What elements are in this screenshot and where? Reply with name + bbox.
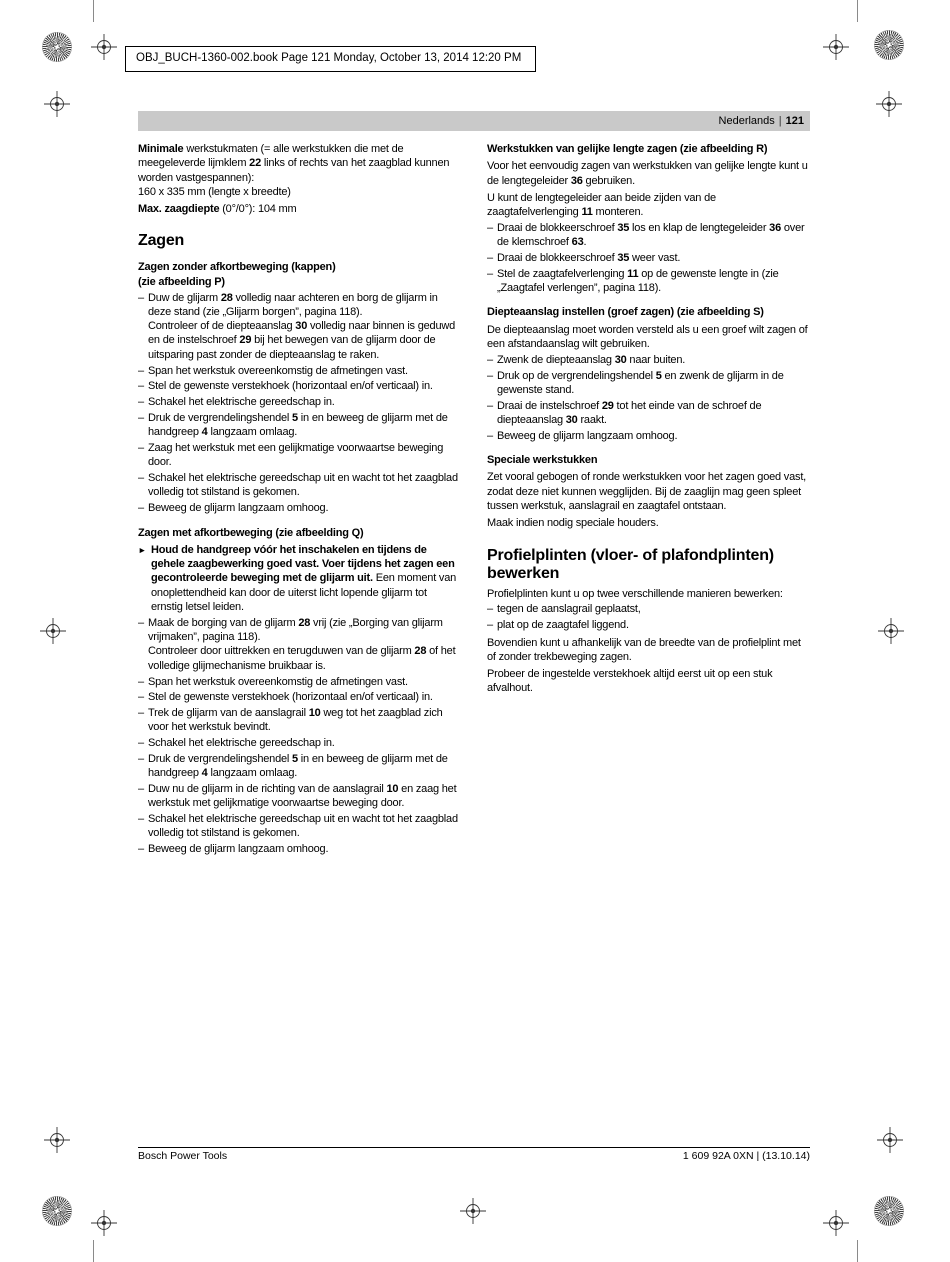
footer-rule <box>138 1147 810 1148</box>
dash-marker: – <box>487 429 493 442</box>
list-item <box>138 411 460 440</box>
registration-mark-icon <box>91 34 117 60</box>
footer-brand: Bosch Power Tools <box>138 1150 228 1162</box>
page-footer <box>138 1150 810 1162</box>
dash-marker: – <box>487 252 493 265</box>
dash-marker: – <box>138 616 144 629</box>
starburst-target-icon <box>875 31 904 60</box>
list-item <box>487 251 810 265</box>
paragraph: Profielplinten kunt u op twee verschillende manieren bewerken: <box>487 587 783 600</box>
list-item-text: Duw nu de glijarm in de richting van de aanslagrail 10 en zaag het werkstuk met gelijkmatige voorwaartse beweging door. <box>148 783 457 810</box>
list-item <box>138 675 460 689</box>
paragraph: Voor het eenvoudig zagen van werkstukken van gelijke lengte kunt u de lengtegeleider 36 gebruiken. <box>487 160 808 187</box>
list-item <box>138 364 460 378</box>
list-item-text: Schakel het elektrische gereedschap uit en wacht tot het zaagblad volledig tot stilstand is gekomen. <box>148 472 458 499</box>
registration-mark-icon <box>44 1127 70 1153</box>
column-right <box>487 142 810 696</box>
list-item <box>487 602 810 616</box>
list-item-text: plat op de zaagtafel liggend. <box>497 619 629 632</box>
dash-marker: – <box>487 619 493 632</box>
starburst-target-icon <box>43 1197 72 1226</box>
print-job-header-text: OBJ_BUCH-1360-002.book Page 121 Monday, October 13, 2014 12:20 PM <box>136 52 522 64</box>
crop-mark <box>857 1240 858 1262</box>
list-item <box>138 736 460 750</box>
registration-mark-icon <box>876 91 902 117</box>
list-item <box>138 291 460 362</box>
list-item-text: tegen de aanslagrail geplaatst, <box>497 603 641 616</box>
list-item-text: Zaag het werkstuk met een gelijkmatige voorwaartse beweging door. <box>148 442 444 469</box>
dash-marker: – <box>138 737 144 750</box>
dash-marker: – <box>138 291 144 304</box>
list-item <box>138 690 460 704</box>
registration-mark-icon <box>823 1210 849 1236</box>
list-item <box>138 395 460 409</box>
paragraph: Zet vooral gebogen of ronde werkstukken voor het zagen goed vast, zodat deze niet kunnen wegglijden. Bij de zaaglijn mag geen spleet tussen werkstuk, aanslagrail en zaagtafel ontstaan. <box>487 471 807 513</box>
list-item <box>138 812 460 841</box>
list-item-text: Duw de glijarm 28 volledig naar achteren en borg de glijarm in deze stand (zie „Glijarm borgen”, pagina 118). Controleer of de diepteaanslag 30 volledig naar binnen is geduwd en de instelschroef 29 bij het bewegen van de glijarm door de uitsparing past zonder de diepteaanslag te raken. <box>148 291 456 361</box>
list-item-text: Draai de blokkeerschroef 35 weer vast. <box>497 252 681 265</box>
dash-marker: – <box>138 691 144 704</box>
dash-marker: – <box>487 399 493 412</box>
starburst-target-icon <box>875 1197 904 1226</box>
dash-marker: – <box>138 675 144 688</box>
dash-marker: – <box>138 364 144 377</box>
subsection-heading: Diepteaanslag instellen (groef zagen) (zie afbeelding S) <box>487 306 764 319</box>
subsection-heading: Werkstukken van gelijke lengte zagen (zie afbeelding R) <box>487 143 768 155</box>
dash-marker: – <box>138 843 144 856</box>
list-item-text: Druk de vergrendelingshendel 5 in en beweeg de glijarm met de handgreep 4 langzaam omlaag. <box>148 411 448 439</box>
dash-marker: – <box>487 603 493 616</box>
registration-mark-icon <box>460 1198 486 1224</box>
starburst-target-icon <box>43 33 72 62</box>
list-item-text: Zwenk de diepteaanslag 30 naar buiten. <box>497 353 686 366</box>
list-item-text: Trek de glijarm van de aanslagrail 10 weg tot het zaagblad zich voor het werkstuk bevindt. <box>148 707 443 734</box>
list-item-text: Beweeg de glijarm langzaam omhoog. <box>497 429 678 442</box>
list-item <box>138 752 460 781</box>
crop-mark <box>93 0 94 22</box>
crop-mark <box>93 1240 94 1262</box>
list-item <box>487 429 810 443</box>
list-item-text: Stel de zaagtafelverlenging 11 op de gewenste lengte in (zie „Zaagtafel verlengen”, pagina 118). <box>497 267 779 295</box>
dash-marker: – <box>138 783 144 796</box>
list-item <box>487 399 810 428</box>
dash-marker: – <box>138 502 144 515</box>
subsection-heading: Zagen zonder afkortbeweging (kappen) (zie afbeelding P) <box>138 261 336 288</box>
list-item-text: Stel de gewenste verstekhoek (horizontaal en/of verticaal) in. <box>148 380 433 393</box>
dash-marker: – <box>138 442 144 455</box>
list-item-text: Schakel het elektrische gereedschap in. <box>148 737 335 750</box>
registration-mark-icon <box>91 1210 117 1236</box>
paragraph: Bovendien kunt u afhankelijk van de breedte van de profielplint met of zonder trekbeweging zagen. <box>487 636 801 663</box>
list-item <box>487 267 810 296</box>
list-item <box>487 369 810 398</box>
footer-document-number: 1 609 92A 0XN | (13.10.14) <box>682 1150 810 1162</box>
paragraph: Minimale werkstukmaten (= alle werkstukken die met de meegeleverde lijmklem 22 links of rechts van het zaagblad kunnen worden vastgespannen): 160 x 335 mm (lengte x breedte) <box>138 143 450 198</box>
list-item <box>487 618 810 632</box>
list-item-text: Maak de borging van de glijarm 28 vrij (zie „Borging van glijarm vrijmaken”, pagina 118). Controleer door uittrekken en terugduwen van de glijarm 28 of het volledige glijmechanisme bruikbaar is. <box>148 616 456 672</box>
paragraph: De diepteaanslag moet worden versteld als u een groef wilt zagen of een afstandaanslag wilt gebruiken. <box>487 323 808 351</box>
column-left <box>138 142 460 857</box>
subsection-heading: Speciale werkstukken <box>487 454 598 467</box>
list-item-text: Span het werkstuk overeenkomstig de afmetingen vast. <box>148 364 408 377</box>
paragraph: Max. zaagdiepte (0°/0°): 104 mm <box>138 203 297 216</box>
crop-mark <box>857 0 858 22</box>
print-job-header <box>125 46 536 72</box>
header-page-number: 121 <box>785 115 804 127</box>
dash-marker: – <box>138 752 144 765</box>
dash-marker: – <box>487 369 493 382</box>
dash-marker: – <box>138 396 144 409</box>
dash-marker: – <box>138 380 144 393</box>
registration-mark-icon <box>878 618 904 644</box>
list-item <box>138 441 460 470</box>
list-item-text: Schakel het elektrische gereedschap uit en wacht tot het zaagblad volledig tot stilstand is gekomen. <box>148 813 458 840</box>
registration-mark-icon <box>877 1127 903 1153</box>
list-item-text: Draai de blokkeerschroef 35 los en klap de lengtegeleider 36 over de klemschroef 63. <box>497 221 805 249</box>
subsection-heading: Zagen met afkortbeweging (zie afbeelding Q) <box>138 526 364 539</box>
list-item <box>487 353 810 367</box>
list-item-text: Houd de handgreep vóór het inschakelen en tijdens de gehele zaagbewerking goed vast. Voer tijdens het zagen een gecontroleerde beweging met de glijarm uit. Een moment van onoplettendheid kan door de uiterst licht lopende glijarm tot ernstig letsel leiden. <box>151 543 457 614</box>
registration-mark-icon <box>40 618 66 644</box>
list-item-text: Druk op de vergrendelingshendel 5 en zwenk de glijarm in de gewenste stand. <box>497 369 784 396</box>
list-item-text: Draai de instelschroef 29 tot het einde van de schroef de diepteaanslag 30 raakt. <box>497 399 762 427</box>
list-item <box>487 221 810 250</box>
section-heading: Zagen <box>138 232 185 250</box>
section-heading: Profielplinten (vloer- of plafondplinten) bewerken <box>487 546 774 582</box>
dash-marker: – <box>138 411 144 424</box>
list-item-text: Stel de gewenste verstekhoek (horizontaal en/of verticaal) in. <box>148 691 433 704</box>
list-item-text: Schakel het elektrische gereedschap in. <box>148 396 335 409</box>
list-item <box>138 616 460 673</box>
warning-arrow-icon: ► <box>138 544 147 555</box>
warning-item <box>138 543 460 614</box>
paragraph: Maak indien nodig speciale houders. <box>487 517 659 530</box>
list-item <box>138 379 460 393</box>
list-item-text: Beweeg de glijarm langzaam omhoog. <box>148 843 329 856</box>
list-item-text: Span het werkstuk overeenkomstig de afmetingen vast. <box>148 675 408 688</box>
list-item <box>138 842 460 856</box>
dash-marker: – <box>138 813 144 826</box>
registration-mark-icon <box>823 34 849 60</box>
list-item <box>138 501 460 515</box>
dash-marker: – <box>487 267 493 280</box>
list-item <box>138 706 460 735</box>
dash-marker: – <box>487 221 493 234</box>
paragraph: Probeer de ingestelde verstekhoek altijd eerst uit op een stuk afvalhout. <box>487 668 773 695</box>
list-item <box>138 471 460 500</box>
list-item <box>138 782 460 811</box>
paragraph: U kunt de lengtegeleider aan beide zijden van de zaagtafelverlenging 11 monteren. <box>487 191 716 219</box>
dash-marker: – <box>138 472 144 485</box>
header-language: Nederlands <box>718 115 775 127</box>
registration-mark-icon <box>44 91 70 117</box>
list-item-text: Druk de vergrendelingshendel 5 in en beweeg de glijarm met de handgreep 4 langzaam omlaag. <box>148 752 448 780</box>
dash-marker: – <box>138 707 144 720</box>
page-header-bar <box>138 111 810 131</box>
header-separator: | <box>778 115 782 127</box>
list-item-text: Beweeg de glijarm langzaam omhoog. <box>148 502 329 515</box>
dash-marker: – <box>487 353 493 366</box>
